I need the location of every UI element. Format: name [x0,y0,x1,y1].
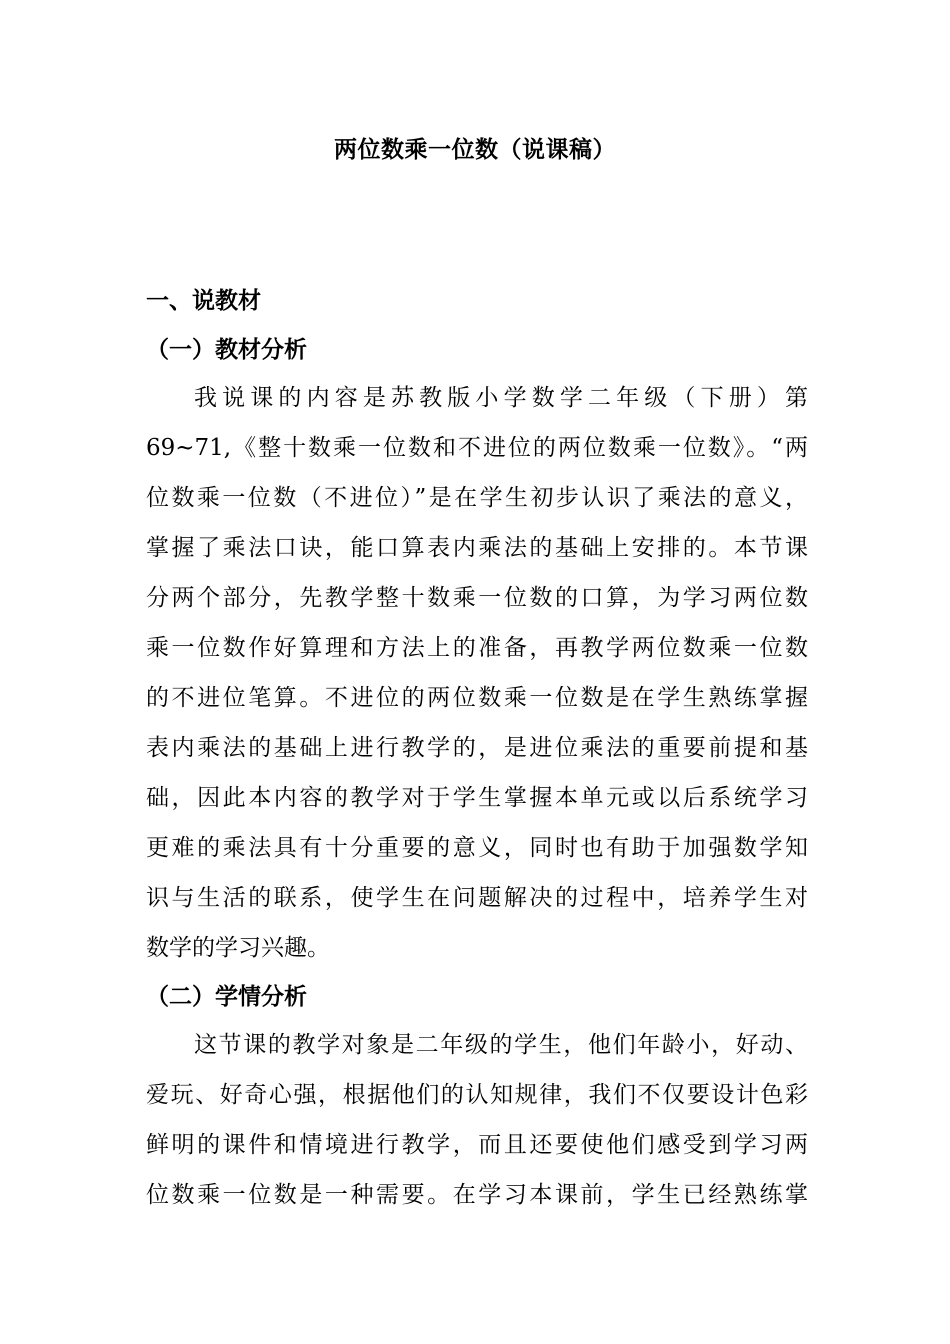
subsection-heading-learner-analysis: （二）学情分析 [146,984,307,1010]
paragraph-line: 的不进位笔算。不进位的两位数乘一位数是在学生熟练掌握 [146,685,808,711]
paragraph-line: 数学的学习兴趣。 [146,935,330,961]
paragraph-line: 掌握了乘法口诀，能口算表内乘法的基础上安排的。本节课 [146,535,808,561]
section-heading-teaching-material: 一、说教材 [146,288,261,314]
paragraph-line: 位数乘一位数是一种需要。在学习本课前，学生已经熟练掌 [146,1182,808,1208]
paragraph-line: 鲜明的课件和情境进行教学，而且还要使他们感受到学习两 [146,1132,808,1158]
paragraph-line: 位数乘一位数（不进位）”是在学生初步认识了乘法的意义， [146,485,808,511]
paragraph-line: 表内乘法的基础上进行教学的，是进位乘法的重要前提和基 [146,735,808,761]
subsection-heading-material-analysis: （一）教材分析 [146,337,307,363]
paragraph-material-analysis [146,373,808,973]
paragraph-line: 更难的乘法具有十分重要的意义，同时也有助于加强数学知 [146,835,808,861]
paragraph-line: 础，因此本内容的教学对于学生掌握本单元或以后系统学习 [146,785,808,811]
paragraph-line: 这节课的教学对象是二年级的学生，他们年龄小，好动、 [194,1032,808,1058]
paragraph-learner-analysis [146,1020,808,1220]
paragraph-line: 乘一位数作好算理和方法上的准备，再教学两位数乘一位数 [146,635,808,661]
paragraph-line: 识与生活的联系，使学生在问题解决的过程中，培养学生对 [146,885,808,911]
document-title: 两位数乘一位数（说课稿） [334,137,616,163]
paragraph-line: 分两个部分，先教学整十数乘一位数的口算，为学习两位数 [146,585,808,611]
paragraph-line: 爱玩、好奇心强，根据他们的认知规律，我们不仅要设计色彩 [146,1082,808,1108]
paragraph-line: 我说课的内容是苏教版小学数学二年级（下册）第 [194,385,808,411]
paragraph-line: 69~71,《整十数乘一位数和不进位的两位数乘一位数》。“两 [146,435,808,461]
